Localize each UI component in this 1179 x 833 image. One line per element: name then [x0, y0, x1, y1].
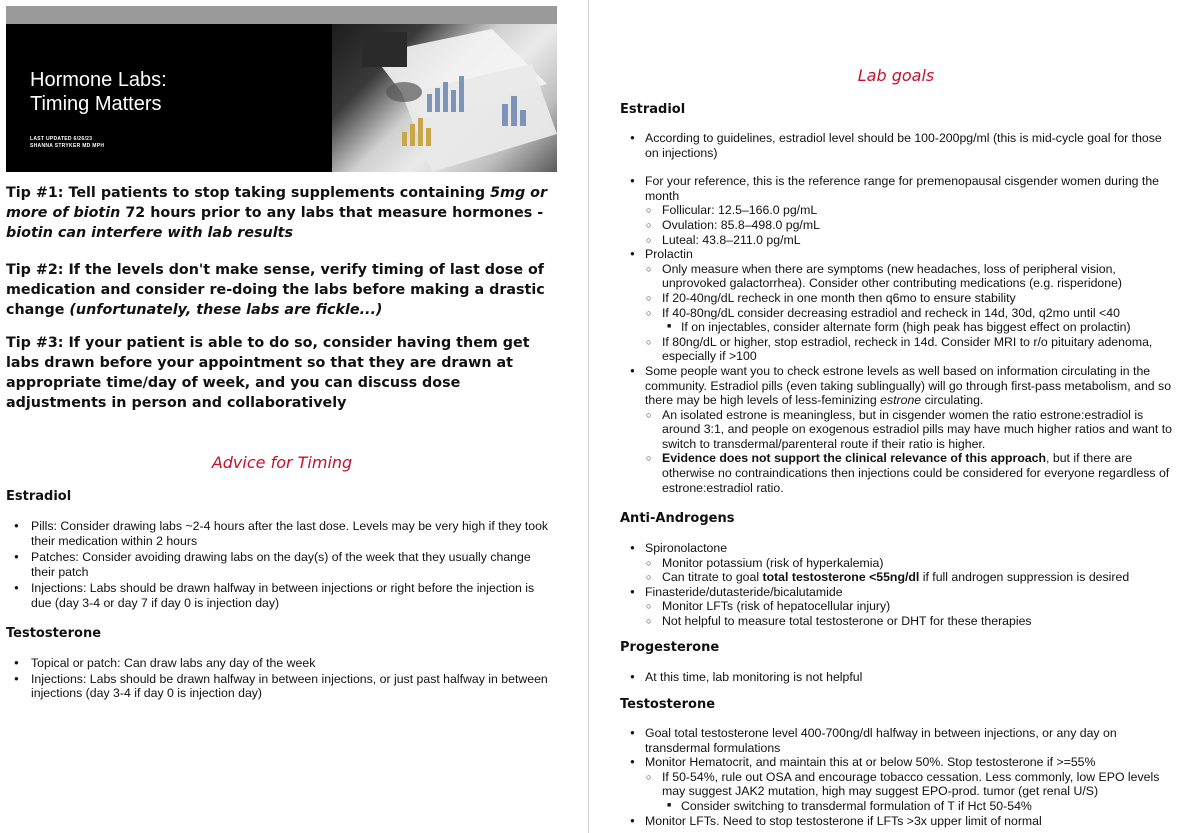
banner-photo	[332, 24, 557, 172]
list-item: ● Pills: Consider drawing labs ~2-4 hours after the last dose. Levels may be very high if they took their medication within 2 hours	[6, 519, 558, 548]
list-item: ● Injections: Labs should be drawn halfway in between injections, or just past halfway in between injections (day 3-4 if day 0 is injection day)	[6, 672, 558, 701]
list-item: ● Patches: Consider avoiding drawing labs on the day(s) of the week that they usually change their patch	[6, 550, 558, 579]
list-item: ■ If on injectables, consider alternate form (high peak has biggest effect on prolactin)	[620, 320, 1175, 335]
list-item: ○ If 50-54%, rule out OSA and encourage tobacco cessation. Less commonly, low EPO levels may suggest JAK2 mutation, high may suggest EPO-prod. tumor (get renal U/S)	[620, 770, 1175, 799]
banner-title	[30, 68, 167, 116]
list-item: ● At this time, lab monitoring is not helpful	[620, 670, 1175, 685]
list-item: ● Goal total testosterone level 400-700ng/dl halfway in between injections, or any day on transdermal formulations	[620, 726, 1175, 755]
banner-title-line2: Timing Matters	[30, 93, 162, 115]
anti-androgens-list	[620, 541, 1175, 629]
advice-estradiol-list	[6, 519, 558, 611]
goals-testosterone-heading: Testosterone	[620, 697, 716, 712]
last-updated: LAST UPDATED 6/26/23	[30, 136, 93, 142]
goals-estradiol-list	[620, 131, 1175, 495]
list-item: ○ Luteal: 43.8–211.0 pg/mL	[620, 233, 1175, 248]
list-item: ● Monitor LFTs. Need to stop testosterone if LFTs >3x upper limit of normal	[620, 814, 1175, 829]
list-item: ● Prolactin	[620, 247, 1175, 262]
advice-testosterone-heading: Testosterone	[6, 626, 102, 641]
list-item: ○ Evidence does not support the clinical relevance of this approach, but if there are otherwise no contraindications then injections could be considered for everyone regardless of estrone:estradiol ratio.	[620, 451, 1175, 495]
goals-estradiol-heading: Estradiol	[620, 102, 686, 117]
advice-testosterone-list	[6, 656, 558, 701]
progesterone-list	[620, 670, 1175, 685]
list-item: ■ Consider switching to transdermal formulation of T if Hct 50-54%	[620, 799, 1175, 814]
list-item: ○ Monitor potassium (risk of hyperkalemia)	[620, 556, 1175, 571]
advice-title: Advice for Timing	[211, 453, 353, 472]
list-item: ● Spironolactone	[620, 541, 1175, 556]
list-item: ○ If 80ng/dL or higher, stop estradiol, recheck in 14d. Consider MRI to r/o pituitary adenoma, especially if >100	[620, 335, 1175, 364]
list-item: ○ Not helpful to measure total testosterone or DHT for these therapies	[620, 614, 1175, 629]
list-item: ○ Can titrate to goal total testosterone <55ng/dl if full androgen suppression is desired	[620, 570, 1175, 585]
progesterone-heading: Progesterone	[620, 640, 720, 655]
list-item: ● Finasteride/dutasteride/bicalutamide	[620, 585, 1175, 600]
lab-goals-title: Lab goals	[857, 66, 935, 85]
tip-2: Tip #2: If the levels don't make sense, verify timing of last dose of medication and consider re-doing the labs before making a drastic change (unfortunately, these labs are fickle...)	[6, 262, 545, 318]
tip-1: Tip #1: Tell patients to stop taking supplements containing 5mg or more of biotin 72 hours prior to any labs that measure hormones - biotin can interfere with lab results	[6, 185, 548, 241]
page-divider	[588, 0, 589, 833]
header-strip	[6, 6, 557, 24]
charts-photo-illustration	[332, 24, 557, 172]
list-item: ○ If 20-40ng/dL recheck in one month then q6mo to ensure stability	[620, 291, 1175, 306]
list-item: ● Injections: Labs should be drawn halfway in between injections or right before the injection is due (day 3-4 or day 7 if day 0 is injection day)	[6, 581, 558, 610]
list-item: ● Monitor Hematocrit, and maintain this at or below 50%. Stop testosterone if >=55%	[620, 755, 1175, 770]
title-banner	[6, 24, 557, 172]
list-item: ○ Ovulation: 85.8–498.0 pg/mL	[620, 218, 1175, 233]
left-page	[0, 0, 562, 833]
author: SHANNA STRYKER MD MPH	[30, 143, 105, 149]
list-item: ○ Only measure when there are symptoms (new headaches, loss of peripheral vision, unprovoked galactorrhea). Consider other contributing medications (e.g. risperidone)	[620, 262, 1175, 291]
right-page	[600, 0, 1179, 833]
list-item: ● According to guidelines, estradiol level should be 100-200pg/ml (this is mid-cycle goal for those on injections)	[620, 131, 1175, 160]
goals-testosterone-list	[620, 726, 1175, 828]
anti-androgens-heading: Anti-Androgens	[620, 511, 735, 526]
banner-title-line1: Hormone Labs:	[30, 69, 167, 91]
list-item: ○ Follicular: 12.5–166.0 pg/mL	[620, 203, 1175, 218]
banner-credits	[30, 136, 104, 150]
list-item: ○ An isolated estrone is meaningless, but in cisgender women the ratio estrone:estradiol is around 3:1, and people on exogenous estradiol pills may have much higher ratios and want to switch to transdermal/parenteral route if their ratio is higher.	[620, 408, 1175, 452]
list-item: ● Topical or patch: Can draw labs any day of the week	[6, 656, 558, 671]
list-item: ○ Monitor LFTs (risk of hepatocellular injury)	[620, 599, 1175, 614]
list-item: ○ If 40-80ng/dL consider decreasing estradiol and recheck in 14d, 30d, q2mo until <40	[620, 306, 1175, 321]
list-item: ● For your reference, this is the reference range for premenopausal cisgender women during the month	[620, 174, 1175, 203]
advice-estradiol-heading: Estradiol	[6, 489, 72, 504]
tip-3: Tip #3: If your patient is able to do so, consider having them get labs drawn before your appointment so that they are drawn at appropriate time/day of week, and you can discuss dose adjustments in person and collaboratively	[6, 335, 530, 411]
list-item: ● Some people want you to check estrone levels as well based on information circulating in the community. Estradiol pills (even taking sublingually) will go through first-pass metabolism, and so there may be high levels of less-feminizing estrone circulating.	[620, 364, 1175, 408]
